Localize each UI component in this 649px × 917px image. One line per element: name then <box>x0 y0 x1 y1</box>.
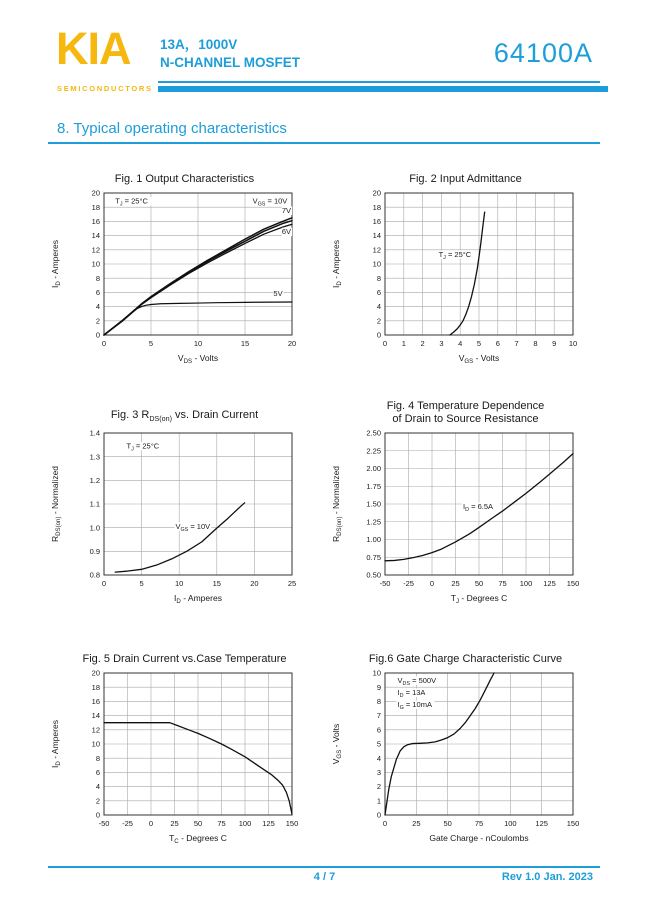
figure-1-output-characteristics <box>44 156 325 390</box>
svg-text:9: 9 <box>552 339 557 348</box>
svg-text:ID - Amperes: $I_D$ - Amperes <box>50 720 62 768</box>
device-rating: 13A，1000V <box>160 37 238 52</box>
svg-text:1.1: 1.1 <box>89 499 100 509</box>
svg-text:TJ = 25°C: $T_J = 25^\circ C$ <box>126 441 160 453</box>
figure-4-title: Fig. 4 Temperature Dependence of Drain to Source Resistance <box>386 400 545 425</box>
svg-text:ID - Amperes: $I_D$ - Amperes <box>174 593 222 605</box>
figure-4-chart <box>329 428 601 630</box>
figure-1-title: Fig. 1 Output Characteristics <box>114 173 255 185</box>
svg-text:7V: 7V <box>281 205 292 215</box>
svg-text:RDS(on) - Normalized: $R_{DS(on)}$ - Normalized <box>50 465 62 543</box>
page-number: 4 / 7 <box>313 871 336 883</box>
brand-logo: KIA <box>56 23 131 74</box>
svg-text:50: 50 <box>474 579 484 588</box>
svg-text:100: 100 <box>519 579 533 588</box>
svg-text:2.50: 2.50 <box>366 428 381 438</box>
svg-text:VGS - Volts: $V_{GS}$ - Volts <box>458 353 500 365</box>
section-underline <box>48 142 600 144</box>
svg-text:12: 12 <box>91 725 100 735</box>
svg-text:0.8: 0.8 <box>89 570 100 580</box>
svg-text:18: 18 <box>372 202 381 212</box>
svg-text:18: 18 <box>91 682 100 692</box>
svg-text:75: 75 <box>474 819 484 828</box>
svg-text:14: 14 <box>372 231 381 241</box>
svg-text:9: 9 <box>376 682 381 692</box>
svg-text:6: 6 <box>95 768 100 777</box>
svg-text:5: 5 <box>148 339 154 348</box>
svg-text:25: 25 <box>170 819 179 828</box>
svg-text:50: 50 <box>193 819 203 828</box>
svg-text:Gate Charge - nCoulombs: Gate Charge - nCoulombs <box>429 833 529 843</box>
svg-text:1: 1 <box>376 796 381 806</box>
svg-text:14: 14 <box>91 711 100 721</box>
svg-text:6: 6 <box>376 725 381 735</box>
svg-text:0: 0 <box>101 579 107 588</box>
svg-text:ID = 13A: $I_D = 13A$ <box>397 688 426 699</box>
svg-text:100: 100 <box>238 819 252 828</box>
svg-text:125: 125 <box>535 819 548 828</box>
svg-text:0.9: 0.9 <box>89 546 100 556</box>
svg-text:1.4: 1.4 <box>89 428 100 438</box>
svg-text:3: 3 <box>376 768 381 777</box>
svg-text:150: 150 <box>566 579 580 588</box>
device-summary <box>160 36 300 72</box>
svg-text:RDS(on) - Normalized: $R_{DS(on)}$ - Normalized <box>331 465 343 543</box>
svg-text:7: 7 <box>376 711 381 721</box>
svg-text:7: 7 <box>514 339 519 348</box>
svg-text:0: 0 <box>382 339 388 348</box>
svg-text:10: 10 <box>372 668 381 678</box>
svg-text:0: 0 <box>95 330 100 340</box>
svg-text:VDS = 500V: $V_{DS} = 500V$ <box>397 675 437 687</box>
svg-text:16: 16 <box>372 217 381 226</box>
svg-text:2.25: 2.25 <box>366 446 381 456</box>
svg-text:ID - Amperes: $I_D$ - Amperes <box>331 240 343 288</box>
svg-text:1.3: 1.3 <box>89 452 100 462</box>
svg-text:TJ = 25°C: $T_J = 25^\circ C$ <box>438 249 472 261</box>
svg-text:TC - Degrees C: $T_C$ - Degrees C <box>169 833 227 845</box>
svg-text:2: 2 <box>376 316 381 326</box>
svg-text:-50: -50 <box>379 579 391 588</box>
svg-text:1.25: 1.25 <box>366 517 381 527</box>
svg-text:6: 6 <box>95 288 100 297</box>
svg-text:20: 20 <box>287 339 297 348</box>
svg-text:150: 150 <box>285 819 299 828</box>
svg-text:1.2: 1.2 <box>89 475 100 485</box>
svg-text:20: 20 <box>91 188 100 198</box>
svg-text:1: 1 <box>401 339 406 348</box>
figure-2-title: Fig. 2 Input Admittance <box>409 173 522 185</box>
figure-5-drain-current-vs-case-temperature <box>44 636 325 870</box>
svg-text:10: 10 <box>193 339 203 348</box>
svg-text:5: 5 <box>139 579 144 588</box>
header-rule-thin <box>158 81 600 83</box>
svg-text:18: 18 <box>91 202 100 212</box>
svg-text:14: 14 <box>91 231 100 241</box>
svg-text:0.50: 0.50 <box>366 570 381 580</box>
svg-text:10: 10 <box>568 339 578 348</box>
svg-text:2: 2 <box>95 316 100 326</box>
svg-text:4: 4 <box>95 782 100 792</box>
svg-text:5: 5 <box>376 739 381 749</box>
svg-text:10: 10 <box>372 259 381 269</box>
svg-text:8: 8 <box>376 273 381 283</box>
svg-text:20: 20 <box>250 579 259 588</box>
footer-rule <box>48 866 600 868</box>
svg-text:0: 0 <box>429 579 435 588</box>
svg-text:-25: -25 <box>403 579 414 588</box>
svg-text:8: 8 <box>95 753 100 763</box>
svg-text:-25: -25 <box>122 819 133 828</box>
svg-text:IG = 10mA: $I_G = 10mA$ <box>397 700 432 711</box>
svg-text:VGS = 10V: $V_{GS} = 10V$ <box>175 521 211 533</box>
device-type: N-CHANNEL MOSFET <box>160 55 300 70</box>
svg-text:100: 100 <box>504 819 517 828</box>
svg-text:50: 50 <box>443 819 452 828</box>
svg-text:0: 0 <box>95 810 100 820</box>
figure-2-input-admittance <box>325 156 606 390</box>
svg-text:25: 25 <box>412 819 421 828</box>
svg-text:20: 20 <box>91 668 100 678</box>
svg-text:0: 0 <box>376 330 381 340</box>
svg-text:10: 10 <box>91 259 100 269</box>
figure-3-rdson-vs-drain-current <box>44 396 325 630</box>
header-rule-thick <box>158 86 608 92</box>
svg-text:0: 0 <box>382 819 388 828</box>
svg-text:0: 0 <box>148 819 154 828</box>
svg-text:8: 8 <box>376 697 381 706</box>
svg-text:20: 20 <box>372 188 381 198</box>
svg-text:125: 125 <box>543 579 556 588</box>
svg-text:4: 4 <box>376 753 381 763</box>
svg-text:12: 12 <box>372 245 381 255</box>
svg-text:1.0: 1.0 <box>89 523 100 533</box>
svg-text:16: 16 <box>91 697 100 706</box>
section-title: 8. Typical operating characteristics <box>57 120 287 137</box>
revision-label: Rev 1.0 Jan. 2023 <box>501 871 593 883</box>
figure-3-chart <box>48 428 320 630</box>
svg-text:5V: 5V <box>273 288 283 298</box>
part-number: 64100A <box>493 38 593 68</box>
figure-5-title: Fig. 5 Drain Current vs.Case Temperature <box>82 653 287 665</box>
svg-text:6: 6 <box>376 288 381 297</box>
figure-3-title: Fig. 3 $R_{DS(on)}$ vs. Drain Current <box>110 408 259 423</box>
svg-text:2.00: 2.00 <box>366 464 381 474</box>
svg-text:2: 2 <box>376 782 381 792</box>
svg-text:VGS = 10V: $V_{GS} = 10V$ <box>252 196 288 208</box>
brand-logo-subtitle: SEMICONDUCTORS <box>57 84 153 93</box>
svg-text:8: 8 <box>533 339 538 348</box>
figure-5-chart <box>48 668 320 870</box>
svg-text:25: 25 <box>451 579 460 588</box>
svg-text:TJ = 25°C: $T_J = 25^\circ C$ <box>115 196 148 208</box>
svg-text:2: 2 <box>95 796 100 806</box>
svg-text:4: 4 <box>95 302 100 312</box>
svg-text:10: 10 <box>91 739 100 749</box>
svg-text:15: 15 <box>212 579 221 588</box>
svg-text:25: 25 <box>287 579 297 588</box>
svg-text:12: 12 <box>91 245 100 255</box>
svg-text:0: 0 <box>101 339 107 348</box>
svg-text:10: 10 <box>175 579 184 588</box>
figure-2-chart <box>329 188 601 390</box>
svg-text:4: 4 <box>458 339 463 348</box>
svg-text:1.75: 1.75 <box>366 481 381 491</box>
figure-6-gate-charge-characteristic <box>325 636 606 870</box>
svg-text:VGS - Volts: $V_{GS}$ - Volts <box>331 723 343 765</box>
svg-text:6: 6 <box>495 339 500 348</box>
svg-text:VDS - Volts: $V_{DS}$ - Volts <box>177 353 219 365</box>
svg-text:0: 0 <box>376 810 381 820</box>
svg-text:1.50: 1.50 <box>366 499 381 509</box>
svg-text:16: 16 <box>91 217 100 226</box>
svg-text:75: 75 <box>217 819 226 828</box>
svg-text:ID = 6.5A: $I_D = 6.5A$ <box>463 501 494 513</box>
figure-6-title: Fig.6 Gate Charge Characteristic Curve <box>368 653 563 665</box>
svg-text:3: 3 <box>439 339 444 348</box>
svg-text:1.00: 1.00 <box>366 535 381 545</box>
svg-text:15: 15 <box>240 339 250 348</box>
svg-text:5: 5 <box>476 339 482 348</box>
svg-text:-50: -50 <box>98 819 110 828</box>
svg-text:75: 75 <box>498 579 507 588</box>
svg-text:TJ - Degrees C: $T_J$ - Degrees C <box>450 593 508 605</box>
figure-6-chart <box>329 668 601 870</box>
figure-1-chart <box>48 188 320 390</box>
svg-text:150: 150 <box>566 819 580 828</box>
svg-text:6V: 6V <box>281 227 292 237</box>
svg-text:4: 4 <box>376 302 381 312</box>
charts-grid <box>44 156 606 870</box>
figure-4-temperature-dependence <box>325 396 606 630</box>
svg-text:125: 125 <box>262 819 275 828</box>
svg-text:8: 8 <box>95 273 100 283</box>
svg-text:0.75: 0.75 <box>366 552 381 562</box>
svg-text:2: 2 <box>420 339 425 348</box>
svg-text:ID - Amperes: $I_D$ - Amperes <box>50 240 62 288</box>
